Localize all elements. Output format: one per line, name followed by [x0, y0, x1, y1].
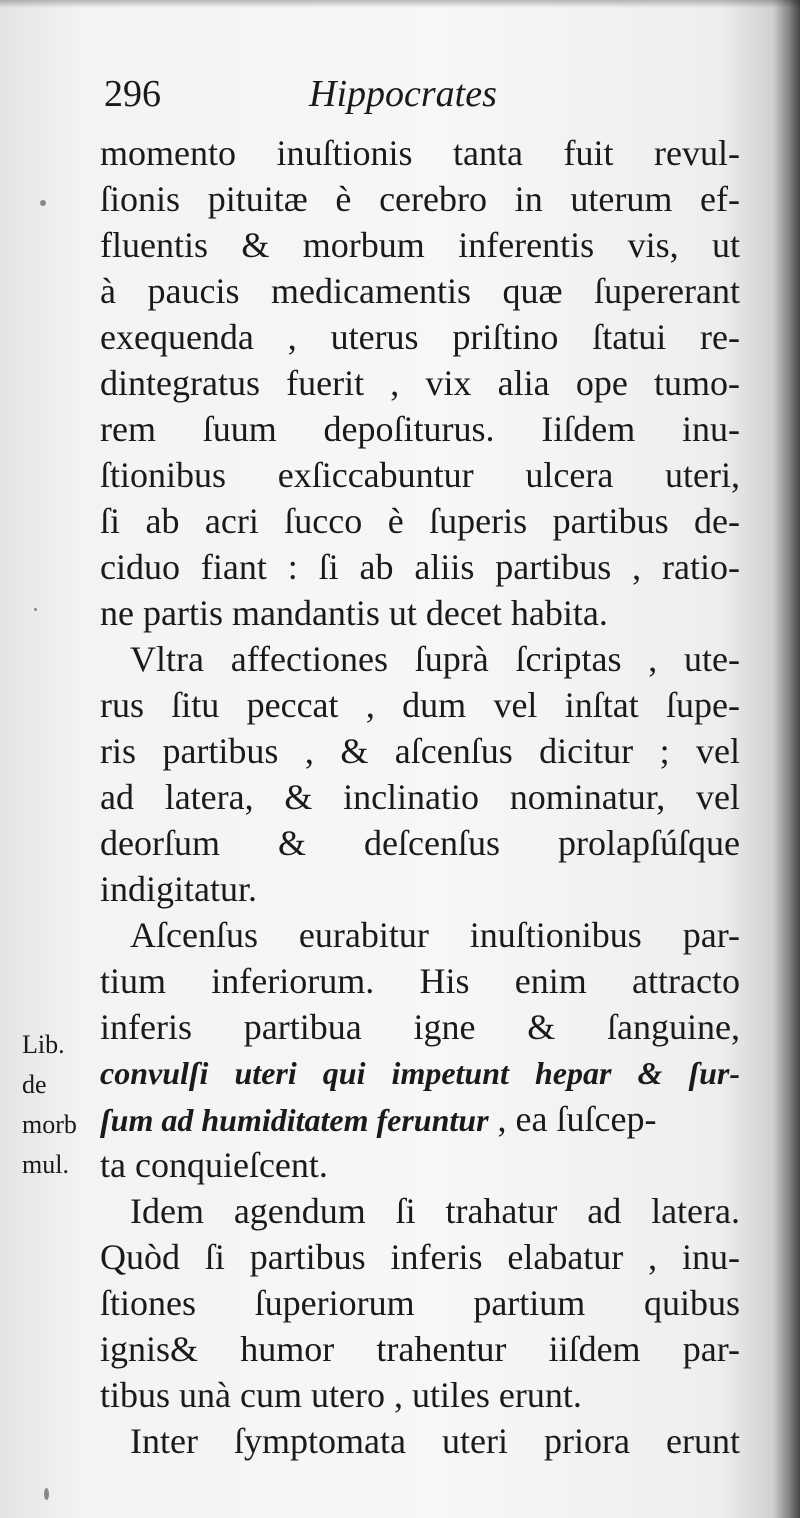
text-line: tium inferiorum. His enim attracto: [100, 961, 740, 1001]
ink-speck: [44, 1488, 49, 1500]
text-line: ſi ab acri ſucco è ſuperis partibus de-: [100, 501, 740, 541]
italic-quote-line: convulſi uteri qui impetunt hepar & ſur-: [100, 1055, 740, 1091]
text-line: ciduo fiant : ſi ab aliis partibus , ratio-: [100, 547, 740, 587]
text-line: fluentis & morbum inferentis vis, ut: [100, 225, 740, 265]
text-line: ta conquieſcent.: [100, 1145, 328, 1185]
text-line-mixed: [100, 1096, 740, 1142]
text-line: indigitatur.: [100, 869, 257, 909]
text-line: ris partibus , & aſcenſus dicitur ; vel: [100, 731, 740, 771]
text-line: ſtionibus exſiccabuntur ulcera uteri,: [100, 455, 740, 495]
ink-speck: [40, 200, 46, 206]
page-header: [104, 72, 744, 122]
text-line: deorſum & deſcenſus prolapſúſque: [100, 823, 740, 863]
margin-note: [22, 1025, 102, 1185]
margin-note-line: mul.: [22, 1150, 69, 1179]
text-line: tibus unà cum utero , utiles erunt.: [100, 1375, 582, 1415]
margin-note-line: Lib.: [22, 1030, 65, 1059]
text-line: ad latera, & inclinatio nominatur, vel: [100, 777, 740, 817]
text-line: à paucis medicamentis quæ ſupererant: [100, 271, 740, 311]
text-line: Inter ſymptomata uteri priora erunt: [130, 1421, 740, 1461]
text-line: dintegratus fuerit , vix alia ope tumo-: [100, 363, 740, 403]
text-fragment: , ea ſuſcep-: [497, 1099, 657, 1139]
italic-quote-fragment: ſum ad humiditatem feruntur: [100, 1102, 489, 1138]
text-line: Quòd ſi partibus inferis elabatur , inu-: [100, 1237, 740, 1277]
text-line: ignis& humor trahentur iiſdem par-: [100, 1329, 740, 1369]
text-line: Idem agendum ſi trahatur ad latera.: [130, 1191, 740, 1231]
text-line: exequenda , uterus priſtino ſtatui re-: [100, 317, 740, 357]
margin-note-line: de: [22, 1070, 47, 1099]
text-line: inferis partibua igne & ſanguine,: [100, 1007, 740, 1047]
text-line: ſtiones ſuperiorum partium quibus: [100, 1283, 740, 1323]
text-line: momento inuſtionis tanta fuit revul-: [100, 133, 740, 173]
page-top-edge: [0, 0, 800, 8]
text-line: ne partis mandantis ut decet habita.: [100, 593, 608, 633]
text-line: Aſcenſus eurabitur inuſtionibus par-: [130, 915, 740, 955]
ink-speck: [34, 608, 37, 611]
text-line: rus ſitu peccat , dum vel inſtat ſupe-: [100, 685, 740, 725]
text-line: ſionis pituitæ è cerebro in uterum ef-: [100, 179, 740, 219]
margin-note-line: morb: [22, 1110, 77, 1139]
body-text: [100, 130, 740, 1464]
running-head: Hippocrates: [309, 73, 497, 115]
page-number: 296: [104, 73, 161, 115]
text-line: rem ſuum depoſiturus. Iiſdem inu-: [100, 409, 740, 449]
binding-shadow: [772, 0, 800, 1518]
text-line: Vltra affectiones ſuprà ſcriptas , ute-: [130, 639, 740, 679]
